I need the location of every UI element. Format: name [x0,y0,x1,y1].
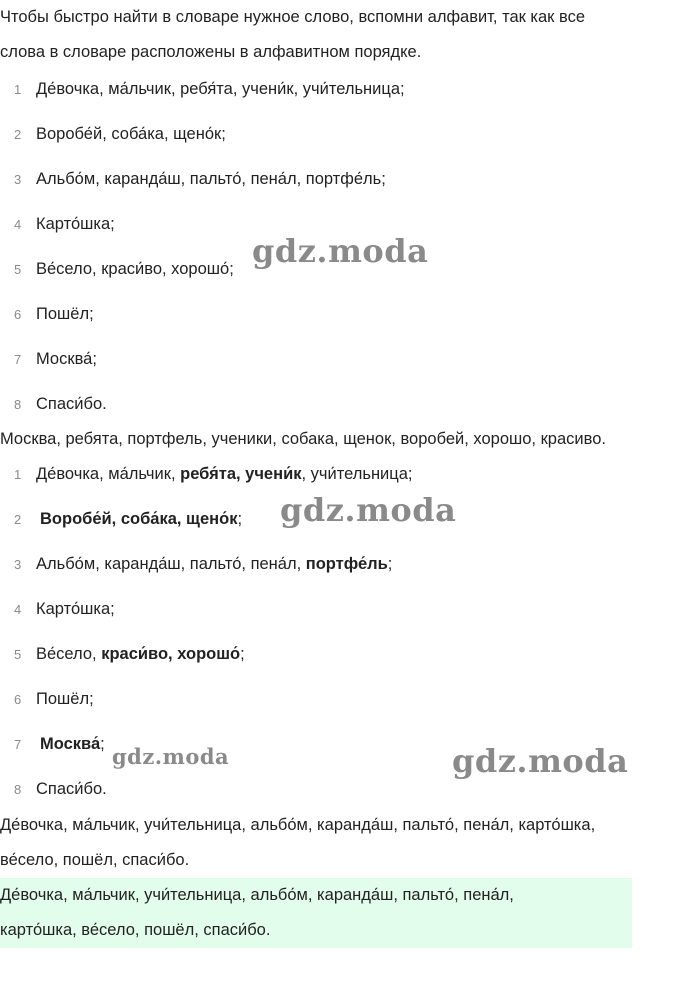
intro-line-2: слова в словаре расположены в алфавитном порядке. [0,43,422,61]
list-item-text: Альбо́м, каранда́ш, пальто́, пена́л, портфе́ль; [36,555,393,573]
list-item-number: 3 [14,172,22,187]
list-item-text: Москва́; [40,735,105,753]
list-item-text: Воробе́й, соба́ка, щено́к; [36,125,226,143]
list-item-text: Спаси́бо. [36,395,107,413]
list-item-number: 2 [14,127,22,142]
middle-text: Москва, ребята, портфель, ученики, собака, щенок, воробей, хорошо, красиво. [0,430,606,448]
list-item-number: 8 [14,782,22,797]
answer-text [0,878,514,948]
list-item-number: 2 [14,512,22,527]
answer-line-1: Де́вочка, ма́льчик, учи́тельница, альбо́м, каранда́ш, пальто́, пена́л, [0,886,514,904]
list-item-number: 4 [14,602,22,617]
highlighted-words: портфе́ль [305,555,388,573]
list-item-number: 1 [14,82,22,97]
watermark-logo: gdz.moda [252,232,429,270]
list-item-number: 3 [14,557,22,572]
highlighted-words: Воробе́й, соба́ка, щено́к [40,510,238,528]
intro-line-1: Чтобы быстро найти в словаре нужное слово, вспомни алфавит, так как все [0,8,585,26]
list-item-text: Москва́; [36,350,97,368]
list-item-text: Карто́шка; [36,600,115,618]
watermark-logo: gdz.moda [112,744,230,769]
list-item-text: Пошёл; [36,690,94,708]
result-line-1: Де́вочка, ма́льчик, учи́тельница, альбо́м, каранда́ш, пальто́, пена́л, карто́шка, [0,816,596,834]
highlighted-words: ребя́та, учени́к [180,465,302,483]
result-text [0,808,595,878]
list-item-text: Де́вочка, ма́льчик, ребя́та, учени́к, учи́тельница; [36,80,405,98]
list-item-text: Ве́село, краси́во, хорошо́; [36,260,234,278]
list-item-text: Пошёл; [36,305,94,323]
list-item-number: 6 [14,307,22,322]
list-item-number: 6 [14,692,22,707]
result-line-2: ве́село, пошёл, спаси́бо. [0,851,190,869]
answer-line-2: карто́шка, ве́село, пошёл, спаси́бо. [0,921,271,939]
list-item-number: 4 [14,217,22,232]
list-item-text: Альбо́м, каранда́ш, пальто́, пена́л, портфе́ль; [36,170,386,188]
list-item-number: 7 [14,737,22,752]
watermark-logo: gdz.moda [280,491,457,529]
list-item-number: 8 [14,397,22,412]
list-item-text: Де́вочка, ма́льчик, ребя́та, учени́к, учи́тельница; [36,465,413,483]
highlighted-words: Москва́ [40,735,101,753]
list-item-number: 7 [14,352,22,367]
list-item-number: 5 [14,647,22,662]
watermark-logo: gdz.moda [452,742,629,780]
list-item-number: 1 [14,467,22,482]
list-item-text: Ве́село, краси́во, хорошо́; [36,645,245,663]
list-item-number: 5 [14,262,22,277]
list-item-text: Спаси́бо. [36,780,107,798]
intro-text [0,0,585,70]
list-item-text: Карто́шка; [36,215,115,233]
highlighted-words: краси́во, хорошо́ [101,645,241,663]
list-item-text: Воробе́й, соба́ка, щено́к; [40,510,243,528]
